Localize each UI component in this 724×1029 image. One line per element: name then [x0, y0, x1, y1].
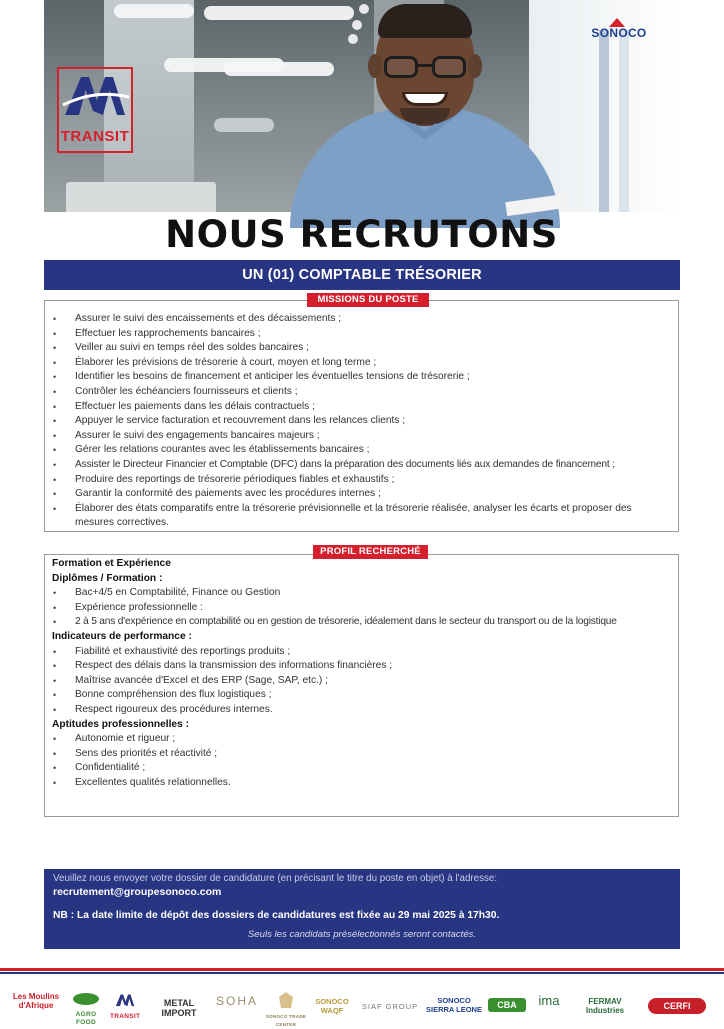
ceiling-light [114, 4, 194, 18]
indicateurs-heading: Indicateurs de performance : [52, 630, 192, 642]
list-item: • Contrôler les échéanciers fournisseurs et clients ; [53, 385, 298, 397]
list-item: • Élaborer des états comparatifs entre la trésorerie prévisionnelle et la trésorerie réalisée, analyser les écarts et proposer des mesures correctives. [53, 502, 632, 529]
laptop [66, 182, 216, 212]
profil-heading: Formation et Expérience [52, 558, 171, 569]
application-note: Seuls les candidats présélectionnés seront contactés. [247, 929, 477, 940]
am-logo-icon [114, 992, 136, 1008]
footer-divider-red [0, 968, 724, 971]
list-item: • Assurer le suivi des engagements bancaires majeurs ; [53, 429, 320, 441]
list-item: • Autonomie et rigueur ; [53, 733, 176, 745]
partner-logo-am-transit: TRANSIT [110, 992, 140, 1022]
list-item: • Excellentes qualités relationnelles. [53, 776, 231, 788]
list-item: • Confidentialité ; [53, 762, 146, 774]
partner-logo-soha: SOHA [216, 994, 259, 1008]
partner-logo-fermav: FERMAV Industries [585, 997, 625, 1015]
missions-box [44, 300, 679, 532]
partner-logo-moulins: Les Moulins d'Afrique [12, 992, 60, 1010]
list-item: • 2 à 5 ans d'expérience en comptabilité ou en gestion de trésorerie, idéalement dans le secteur du transport ou de la logistique [53, 616, 617, 628]
list-item: • Sens des priorités et réactivité ; [53, 747, 218, 759]
partner-logo-ima: ima [538, 993, 560, 1008]
partner-logo-trade-center: SONOCO TRADE CENTER [264, 992, 308, 1022]
list-item: • Maîtrise avancée d'Excel et des ERP (Sage, SAP, etc.) ; [53, 674, 328, 686]
list-item: • Effectuer les paiements dans les délais contractuels ; [53, 400, 315, 412]
partner-logo-agrofood: AGRO FOOD [68, 992, 104, 1022]
application-email-link[interactable]: recrutement@groupesonoco.com [53, 886, 222, 898]
background-column [599, 30, 609, 212]
ceiling-light [214, 118, 274, 132]
list-item: • Effectuer les rapprochements bancaires ; [53, 327, 261, 339]
list-item: • Respect rigoureux des procédures internes. [53, 703, 273, 715]
background-column [619, 30, 629, 212]
list-item: • Assurer le suivi des encaissements et des décaissements ; [53, 313, 342, 324]
list-item: • Garantir la conformité des paiements avec les procédures internes ; [53, 488, 381, 500]
missions-list [45, 301, 678, 531]
smiling-man [280, 0, 570, 212]
missions-tag: MISSIONS DU POSTE [307, 293, 429, 307]
partner-logo-cerfi: CERFI [648, 992, 706, 1022]
am-transit-wordmark: TRANSIT [60, 128, 130, 145]
glasses-icon [384, 56, 466, 78]
list-item: • Bac+4/5 en Comptabilité, Finance ou Gestion [53, 587, 281, 599]
list-item: • Bonne compréhension des flux logistiques ; [53, 689, 272, 701]
list-item: • Assister le Directeur Financier et Comptable (DFC) dans la préparation des documents liés aux demandes de financement ; [53, 458, 615, 470]
application-box [44, 869, 680, 949]
sonoco-logo [579, 18, 659, 40]
partner-logo-sonoco-sierra-leone: SONOCO SIERRA LEONE [426, 996, 482, 1014]
agrofood-leaf-icon [71, 992, 101, 1006]
list-item: • Élaborer les prévisions de trésorerie à court, moyen et long terme ; [53, 356, 377, 368]
partner-logo-siaf: SIAF GROUP [361, 1002, 419, 1011]
aptitudes-heading: Aptitudes professionnelles : [52, 718, 189, 730]
job-title-banner: UN (01) COMPTABLE TRÉSORIER [44, 260, 680, 290]
aptitudes-list [52, 732, 672, 790]
list-item: • Veiller au suivi en temps réel des soldes bancaires ; [53, 342, 309, 354]
list-item: • Expérience professionnelle : [53, 601, 203, 613]
partner-logo-metal-import: METAL IMPORT [161, 998, 197, 1018]
diplomes-list [52, 586, 672, 630]
list-item: • Respect des délais dans la transmission des informations financières ; [53, 660, 393, 672]
diplomes-heading: Diplômes / Formation : [52, 572, 163, 584]
list-item: • Identifier les besoins de financement et anticiper les éventuelles tensions de trésorerie ; [53, 371, 470, 383]
list-item: • Gérer les relations courantes avec les établissements bancaires ; [53, 444, 370, 456]
crest-icon [279, 992, 293, 1008]
list-item: • Appuyer le service facturation et recouvrement dans les relances clients ; [53, 415, 406, 427]
am-transit-logo [57, 67, 133, 153]
footer-divider-blue [0, 972, 724, 974]
partner-logo-sonoco-waqf: SONOCO WAQF [315, 997, 349, 1015]
partner-logos [10, 992, 716, 1027]
profil-box [44, 554, 679, 817]
am-logo-icon [59, 71, 131, 119]
application-deadline: NB : La date limite de dépôt des dossiers de candidatures est fixée au 29 mai 2025 à 17h30. [53, 910, 500, 921]
page-title: NOUS RECRUTONS [165, 213, 558, 256]
list-item: • Produire des reportings de trésorerie périodiques fiables et exhaustifs ; [53, 473, 395, 485]
profil-tag: PROFIL RECHERCHÉ [313, 545, 428, 559]
list-item: • Fiabilité et exhaustivité des reportings produits ; [53, 645, 291, 657]
application-instructions: Veuillez nous envoyer votre dossier de candidature (en précisant le titre du poste en objet) à l'adresse: [53, 873, 498, 884]
indicateurs-list [52, 645, 672, 718]
partner-logo-cba: CBA [488, 992, 526, 1022]
sonoco-wordmark: SONOCO [591, 26, 647, 40]
